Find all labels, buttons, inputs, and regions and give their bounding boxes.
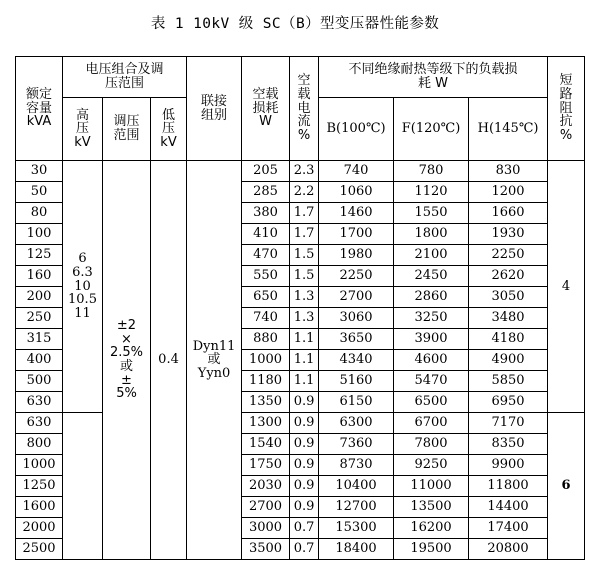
noload-current-cell: 0.9 [290,476,319,497]
load-loss-b-cell: 4340 [319,350,394,371]
noload-current-cell: 2.2 [290,182,319,203]
noload-current-cell: 1.5 [290,245,319,266]
load-loss-b-cell: 10400 [319,476,394,497]
noload-current-cell: 1.7 [290,224,319,245]
load-loss-h-cell: 7170 [469,413,548,434]
load-loss-f-cell: 9250 [394,455,469,476]
noload-loss-cell: 1750 [242,455,290,476]
load-loss-h-cell: 9900 [469,455,548,476]
noload-loss-cell: 650 [242,287,290,308]
capacity-cell: 80 [16,203,63,224]
load-loss-h-cell: 6950 [469,392,548,413]
noload-current-cell: 0.9 [290,413,319,434]
load-loss-f-cell: 1120 [394,182,469,203]
noload-loss-cell: 380 [242,203,290,224]
load-loss-h-cell: 2250 [469,245,548,266]
header-noload-current: 空 载 电 流 % [290,57,319,161]
header-load-h: H(145℃) [469,98,548,161]
header-voltage-group: 电压组合及调 压范围 [63,57,187,98]
load-loss-h-cell: 11800 [469,476,548,497]
header-impedance: 短 路 阻 抗 % [548,57,585,161]
capacity-cell: 30 [16,161,63,182]
load-loss-b-cell: 740 [319,161,394,182]
header-lv: 低 压 kV [151,98,187,161]
header-connection: 联接 组别 [187,57,242,161]
connection-merged-cell: Dyn11 或 Yyn0 [187,161,242,560]
capacity-cell: 315 [16,329,63,350]
load-loss-f-cell: 11000 [394,476,469,497]
noload-loss-cell: 1000 [242,350,290,371]
capacity-cell: 1000 [16,455,63,476]
noload-current-cell: 1.1 [290,371,319,392]
impedance-merged-cell: 4 [548,161,585,413]
load-loss-h-cell: 1660 [469,203,548,224]
header-hv: 高 压 kV [63,98,103,161]
noload-loss-cell: 880 [242,329,290,350]
noload-loss-cell: 3000 [242,518,290,539]
load-loss-f-cell: 4600 [394,350,469,371]
noload-current-cell: 1.1 [290,329,319,350]
load-loss-b-cell: 2700 [319,287,394,308]
load-loss-f-cell: 13500 [394,497,469,518]
capacity-cell: 250 [16,308,63,329]
header-capacity: 额定 容量 kVA [16,57,63,161]
noload-current-cell: 0.9 [290,455,319,476]
noload-current-cell: 2.3 [290,161,319,182]
capacity-cell: 2500 [16,539,63,560]
load-loss-b-cell: 6150 [319,392,394,413]
hv-merged-cell: 6 6.3 10 10.5 11 [63,161,103,413]
noload-loss-cell: 1540 [242,434,290,455]
noload-loss-cell: 1180 [242,371,290,392]
load-loss-f-cell: 1800 [394,224,469,245]
load-loss-h-cell: 3480 [469,308,548,329]
noload-loss-cell: 410 [242,224,290,245]
table-row [16,161,585,182]
load-loss-h-cell: 4900 [469,350,548,371]
capacity-cell: 160 [16,266,63,287]
load-loss-h-cell: 14400 [469,497,548,518]
load-loss-f-cell: 2860 [394,287,469,308]
noload-current-cell: 0.9 [290,392,319,413]
load-loss-f-cell: 6500 [394,392,469,413]
load-loss-b-cell: 12700 [319,497,394,518]
load-loss-f-cell: 16200 [394,518,469,539]
capacity-cell: 125 [16,245,63,266]
capacity-cell: 200 [16,287,63,308]
noload-current-cell: 1.3 [290,287,319,308]
noload-loss-cell: 1300 [242,413,290,434]
load-loss-f-cell: 2450 [394,266,469,287]
load-loss-h-cell: 4180 [469,329,548,350]
capacity-cell: 500 [16,371,63,392]
capacity-cell: 400 [16,350,63,371]
hv-empty-cell [63,413,103,560]
load-loss-b-cell: 1700 [319,224,394,245]
noload-loss-cell: 205 [242,161,290,182]
load-loss-b-cell: 18400 [319,539,394,560]
header-load-f: F(120℃) [394,98,469,161]
noload-loss-cell: 740 [242,308,290,329]
load-loss-h-cell: 3050 [469,287,548,308]
load-loss-h-cell: 20800 [469,539,548,560]
noload-loss-cell: 2700 [242,497,290,518]
load-loss-h-cell: 1930 [469,224,548,245]
header-load-b: B(100℃) [319,98,394,161]
load-loss-f-cell: 7800 [394,434,469,455]
header-row-1 [16,57,585,98]
capacity-cell: 800 [16,434,63,455]
capacity-cell: 50 [16,182,63,203]
transformer-spec-table [15,56,585,560]
noload-current-cell: 0.9 [290,497,319,518]
capacity-cell: 100 [16,224,63,245]
table-row [16,413,585,434]
load-loss-f-cell: 780 [394,161,469,182]
capacity-cell: 2000 [16,518,63,539]
capacity-cell: 1600 [16,497,63,518]
load-loss-f-cell: 19500 [394,539,469,560]
impedance-merged-cell: 6 [548,413,585,560]
load-loss-b-cell: 7360 [319,434,394,455]
load-loss-h-cell: 8350 [469,434,548,455]
load-loss-b-cell: 5160 [319,371,394,392]
load-loss-b-cell: 3650 [319,329,394,350]
load-loss-f-cell: 6700 [394,413,469,434]
load-loss-f-cell: 3900 [394,329,469,350]
noload-current-cell: 1.1 [290,350,319,371]
noload-current-cell: 0.7 [290,539,319,560]
tap-range-merged-cell: ±2 × 2.5% 或 ± 5% [103,161,151,560]
load-loss-b-cell: 6300 [319,413,394,434]
header-noload-loss: 空载 损耗 W [242,57,290,161]
load-loss-b-cell: 8730 [319,455,394,476]
noload-loss-cell: 2030 [242,476,290,497]
load-loss-h-cell: 2620 [469,266,548,287]
load-loss-h-cell: 17400 [469,518,548,539]
load-loss-f-cell: 3250 [394,308,469,329]
load-loss-f-cell: 5470 [394,371,469,392]
noload-loss-cell: 550 [242,266,290,287]
load-loss-b-cell: 15300 [319,518,394,539]
load-loss-b-cell: 1980 [319,245,394,266]
load-loss-h-cell: 5850 [469,371,548,392]
capacity-cell: 630 [16,413,63,434]
noload-loss-cell: 1350 [242,392,290,413]
load-loss-h-cell: 830 [469,161,548,182]
capacity-cell: 1250 [16,476,63,497]
load-loss-f-cell: 1550 [394,203,469,224]
noload-current-cell: 1.3 [290,308,319,329]
noload-current-cell: 0.9 [290,434,319,455]
load-loss-f-cell: 2100 [394,245,469,266]
header-tap: 调压 范围 [103,98,151,161]
capacity-cell: 630 [16,392,63,413]
noload-loss-cell: 285 [242,182,290,203]
table-caption: 表 1 10kV 级 SC（B）型变压器性能参数 [150,16,440,32]
load-loss-b-cell: 1060 [319,182,394,203]
load-loss-b-cell: 1460 [319,203,394,224]
noload-loss-cell: 470 [242,245,290,266]
load-loss-b-cell: 2250 [319,266,394,287]
load-loss-h-cell: 1200 [469,182,548,203]
lv-merged-cell: 0.4 [151,161,187,560]
noload-current-cell: 1.5 [290,266,319,287]
noload-loss-cell: 3500 [242,539,290,560]
header-load-loss-group: 不同绝缘耐热等级下的负载损 耗 W [319,57,548,98]
load-loss-b-cell: 3060 [319,308,394,329]
noload-current-cell: 1.7 [290,203,319,224]
noload-current-cell: 0.7 [290,518,319,539]
